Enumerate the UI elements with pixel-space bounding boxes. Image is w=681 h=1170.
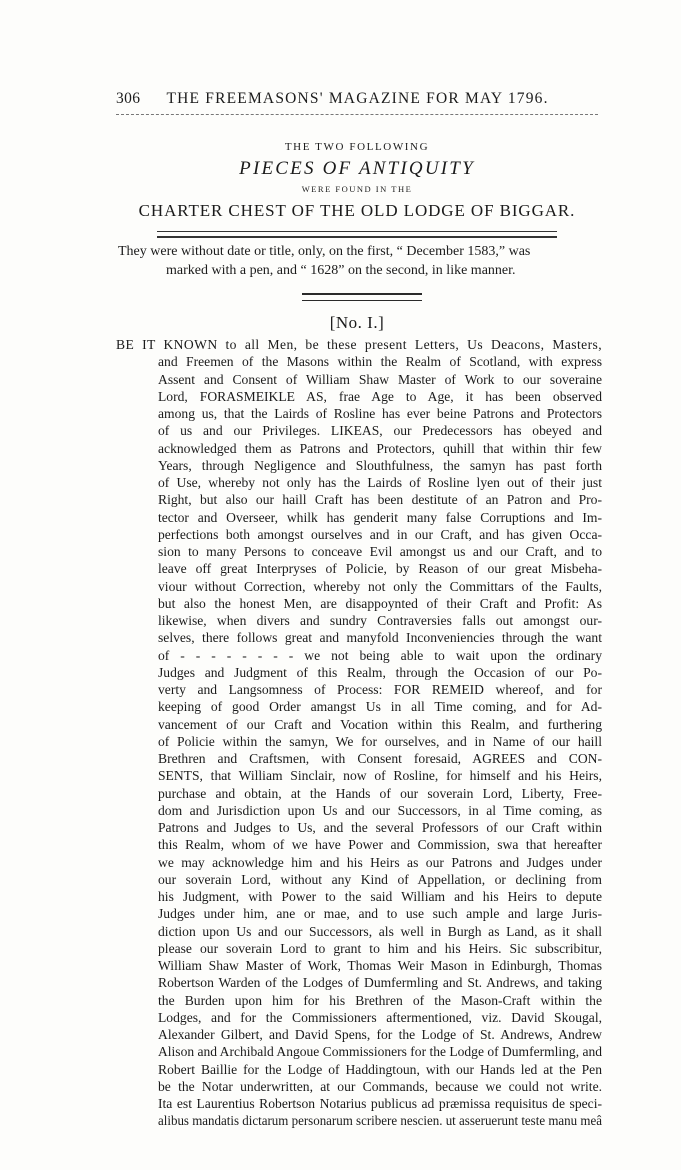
title-line-4: CHARTER CHEST OF THE OLD LODGE OF BIGGAR. <box>138 201 576 220</box>
title-rule <box>157 231 557 238</box>
text-line: Alexander Gilbert, and David Spens, for the Lodge of St. Andrews, Andrew <box>158 1027 602 1042</box>
text-line: viour without Correction, whereby not only the Committars of the Faults, <box>158 578 602 594</box>
text-line: Assent and Consent of William Shaw Master of Work to our soveraine <box>158 371 602 387</box>
header-rule <box>116 114 598 115</box>
text-line: perfections both amongst ourselves and in our Craft, and has given Occa- <box>158 526 602 542</box>
charter-text <box>116 336 602 1130</box>
text-line: Robert Baillie for the Lodge of Haddingtoun, with our Hands led at the Pen <box>158 1061 602 1077</box>
text-line: SENTS, that William Sinclair, now of Rosline, for himself and his Heirs, <box>158 768 602 784</box>
text-line: purchase and obtain, at the Hands of our soverain Lord, Liberty, Free- <box>158 785 602 801</box>
text-line: alibus mandatis dictarum personarum scribere nescien. ut asseruerunt teste manu meâ <box>158 1113 602 1129</box>
text-line: verty and Langsomness of Process: FOR REMEID whereof, and for <box>158 682 602 697</box>
intro-line-2: marked with a pen, and “ 1628” on the second, in like manner. <box>166 263 516 278</box>
text-line: Robertson Warden of the Lodges of Dumfermling and St. Andrews, and taking <box>158 975 602 991</box>
text-line: and Freemen of the Masons within the Realm of Scotland, with express <box>158 354 602 370</box>
text-line: tector and Overseer, whilk has genderit many false Corruptions and Im- <box>158 509 602 525</box>
text-line: keeping of good Order amangst Us in all Time coming, and for Ad- <box>158 699 602 715</box>
text-line: our soverain Lord, without any Kind of Appellation, or declining from <box>158 871 602 887</box>
text-line: Brethren and Craftsmen, with Consent foresaid, AGREES and CON- <box>158 751 602 766</box>
intro-line-1: They were without date or title, only, on the first, “ December 1583,” was <box>118 244 531 259</box>
text-line: selves, there follows great and manyfold Inconveniencies through the want <box>158 630 602 646</box>
text-line: of Use, whereby not only has the Lairds of Rosline lyen out of their just <box>158 475 602 490</box>
title-line-1: THE TWO FOLLOWING <box>284 141 430 153</box>
text-line: Judges under him, ane or mae, and to use such ample and large Juris- <box>158 906 602 922</box>
text-line: sion to many Persons to conceave Evil amongst us and our Craft, and to <box>158 544 602 559</box>
text-line: William Shaw Master of Work, Thomas Weir Mason in Edinburgh, Thomas <box>158 958 602 973</box>
text-line: acknowledged them as Patrons and Protectors, quhill that within thir few <box>158 440 602 456</box>
text-line: please our soverain Lord to grant to him and his Heirs. Sic subscribitur, <box>158 940 602 956</box>
text-line: but also the honest Men, are disappoynted of their Craft and Profit: As <box>158 595 602 611</box>
text-line: Judges and Judgment of this Realm, through the Occasion of our Po- <box>158 664 602 680</box>
text-line: of - - - - - - - - we not being able to wait upon the ordinary <box>158 647 602 663</box>
text-line: Patrons and Judges to Us, and the several Professors of our Craft within <box>158 820 602 835</box>
text-line: among us, that the Lairds of Rosline has ever beine Patrons and Protectors <box>158 406 602 421</box>
text-line: Years, through Negligence and Slouthfulness, the samyn has past forth <box>158 457 602 473</box>
page-number: 306 <box>116 90 141 107</box>
text-line: Ita est Laurentius Robertson Notarius publicus ad præmissa requisitus de speci- <box>158 1096 602 1111</box>
text-line: Lodges, and for the Commissioners aftermentioned, viz. David Skougal, <box>158 1009 602 1025</box>
text-line: Right, but also our haill Craft has been destitute of an Patron and Pro- <box>158 492 602 508</box>
intro-paragraph <box>118 242 596 280</box>
text-line: diction upon Us and our Successors, als well in Burgh as Land, as it shall <box>158 923 602 939</box>
text-line: his Judgment, with Power to the said William and his Heirs to depute <box>158 889 602 904</box>
text-line: we may acknowledge him and his Heirs as our Patrons and Judges under <box>158 854 602 870</box>
text-line: Lord, FORASMEIKLE AS, frae Age to Age, it has been observed <box>158 388 602 404</box>
text-line: BE IT KNOWN to all Men, be these present Letters, Us Deacons, Masters, <box>116 337 602 352</box>
text-line: vancement of our Craft and Vocation within this Realm, and furthering <box>158 716 602 732</box>
text-line: the Burden upon him for his Brethren of the Mason-Craft within the <box>158 992 602 1008</box>
text-line: dom and Jurisdiction upon Us and our Successors, in al Time coming, as <box>158 802 602 818</box>
text-line: Alison and Archibald Angoue Commissioners for the Lodge of Dumfermling, and <box>158 1044 603 1060</box>
text-line: of us and our Privileges. LIKEAS, our Predecessors has obeyed and <box>158 423 602 439</box>
section-rule <box>302 293 422 301</box>
text-line: of Policie within the samyn, We for ourselves, and in Name of our haill <box>158 733 602 749</box>
text-line: likewise, when divers and sundry Contraversies falls out amongst our- <box>158 613 602 628</box>
title-line-3: WERE FOUND IN THE <box>301 184 413 194</box>
text-line: leave off great Interpryses of Policie, by Reason of our great Misbeha- <box>158 561 602 577</box>
running-head <box>116 90 596 108</box>
text-line: be the Notar underwritten, at our Commands, because we could not write. <box>158 1078 602 1094</box>
title-line-2: PIECES OF ANTIQUITY <box>239 158 475 179</box>
running-head-title: THE FREEMASONS' MAGAZINE FOR MAY 1796. <box>166 90 549 107</box>
section-number: [No. I.] <box>329 313 385 332</box>
title-block <box>116 140 598 223</box>
text-line: this Realm, whom of we have Power and Commission, swa that hereafter <box>158 837 602 853</box>
